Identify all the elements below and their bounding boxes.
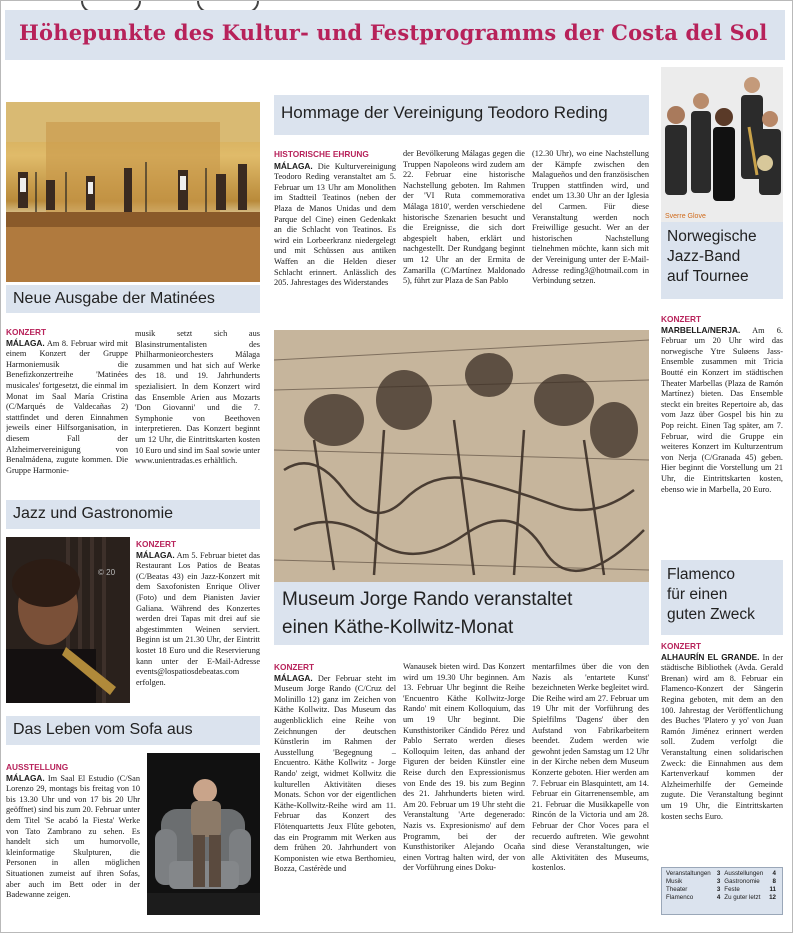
headline-box [661, 560, 783, 635]
headline-box [6, 285, 260, 313]
index-label: Theater [666, 886, 688, 893]
location: MÁLAGA. [274, 672, 313, 683]
article-text: In der städtische Bibliothek (Avda. Gerald Brenan) wird am 8. Februar ein Flamenco-Konzert der Sängerin Regina geboten, mit dem an den 100. Jahrestag der Veröffentlichung des Buches 'Platero y yo' von Juan Ramón Jiménez erinnert werden soll. Zudem verfolgt die Veranstaltung einen solidarischen Zweck: die Einnahmen aus dem Kartenverkauf kommen der Alzheimerhilfe der Gemeinde zugute. Die Veranstaltung beginnt um 19 Uhr, die Eintrittskarten kosten sechs Euro. [661, 652, 783, 821]
category-label: KONZERT [661, 641, 702, 651]
index-page: 4 [716, 894, 721, 901]
article-column [135, 329, 260, 487]
article-column [274, 149, 396, 321]
headline-box [274, 582, 649, 645]
category-label: AUSSTELLUNG [6, 762, 69, 772]
location: MÁLAGA. [6, 772, 45, 783]
index-page: 3 [716, 878, 721, 885]
article-text: Am 8. Februar wird mit einem Konzert der Gruppe Harmoniemusik die Benefizkonzertreihe 'Matinées musicales' fortgesetzt, die einmal im Monat im Saal María Cristina (C/Marqués de Valdecañas 2) stattfindet und deren Einnahmen jeweils einer Hilfsorganisation, in diesem Fall der Alzheimervereinigung von Benalmádena, zugute kommen. Die Gruppe Harmonie- [6, 338, 128, 475]
index-page: 3 [716, 886, 721, 893]
index-label: Flamenco [666, 894, 694, 901]
headline-box [661, 222, 783, 299]
index-label: Feste [724, 886, 740, 893]
index-label: Musik [666, 878, 683, 885]
concert-hall-photo [6, 102, 260, 282]
article-column [403, 149, 525, 321]
article-column [274, 662, 396, 920]
article-text: mentarfilmes über die von den Nazis als 'entartete Kunst' bezeichneten Werke begleitet wird. Die Reihe wird am 27. Februar um 19 Uhr mit der Vorführung des Spielfilms 'Dagens' über den Aufstand von Fabrikarbeitern beendet. Zudem werden wie gewohnt jeden Samstag um 12 Uhr in der Kirche neben dem Museum Konzerte geboten. Hier werden am 7. Februar ein Blasquintett, am 14. Februar ein Gitarrenensemble, am 21. Februar die Musikkapelle von Rincón de la Victoria und am 28. Februar der Chor Voces para el recuerdo auftreten. Wie gewohnt sind diese Veranstaltungen, wie alle Aktivitäten des Museums, kostenlos. [532, 662, 649, 873]
index-label: Zu guter letzt [724, 894, 761, 901]
article-column [661, 314, 783, 554]
index-label: Veranstaltungen [666, 870, 711, 877]
index-row [665, 894, 779, 902]
article-column [403, 662, 525, 920]
category-label: KONZERT [136, 539, 177, 549]
category-label: KONZERT [274, 662, 315, 672]
saxophonist-photo [6, 537, 130, 703]
page-title: Höhepunkte des Kultur- und Festprogramms der Costa del Sol [19, 20, 768, 45]
headline: Neue Ausgabe der Matinées [13, 290, 215, 307]
index-page: 12 [769, 894, 776, 901]
category-label: KONZERT [661, 314, 702, 324]
article-column [532, 662, 649, 920]
article-text: musik setzt sich aus Blasinstrumentalisten des Philharmonieorchesters Málaga zusammen und hat sich auf Werke des 18. und 19. Jahrhunderts spezialisiert. In dem Konzert wird das Ensemble Arien aus Mozarts 'Don Giovanni' und die 7. Symphonie von Beethoven interpretieren. Das Konzert beginnt um 12 Uhr, die Eintrittskarten kosten 10 Euro und sind im Saal sowie unter www.unientradas.es erhältlich. [135, 329, 260, 466]
index-page: 8 [772, 878, 776, 885]
section-index [661, 867, 783, 915]
article-text: Der Februar steht im Museum Jorge Rando (C/Cruz del Molinillo 12) ganz im Zeichen von Käthe Kollwitz. Das Museum das augenblicklich eine Reihe von Zeichnungen der deutschen Künstlerin im Rahmen der Ausstellung 'Begegnung – Encuentro. Käthe Kollwitz - Jorge Rando' zeigt, widmet Kollwitz die kulturellen Aktivitäten dieses Monats. Schon vor der eigentlichen Käthe-Kollwitz-Reihe wird am 11. Februar das Konzert des Flötenquartetts Jeux Flûte geboten, das ein Programm mit Werken aus dem frühen 20. Jahrhundert von Komponisten wie etwa Berthomieu, Bozza, Castérède und [274, 673, 396, 874]
index-page: 4 [772, 870, 776, 877]
article-column [6, 762, 140, 922]
article-text: Wanausek bieten wird. Das Konzert wird um 19.30 Uhr beginnen. Am 13. Februar Uhr beginnt die Reihe 'Encuentro Käthe Kollwitz-Jorge Rando' mit einem Kolloquium, das um 19 Uhr beginnt. Die Kunsthistoriker Cándido Pérez und Pablo Serrato werden dieses Kolloquim leiten, das anhand der Figuren der beiden Künstler eine Reise durch den Expressionismus von Ende des 19. bis zum Beginn des 21. Jahrhunderts bieten wird. Am 20. Februar um 19 Uhr steht die Veranstaltung 'Arte degenerado: Nazis vs. Expresionismo' auf dem Programm, bei der der Kunsthistoriker Alejando Ocaña einen Vortrag halten wird, der von der Vorführung eines Doku- [403, 662, 525, 873]
page-banner [5, 10, 785, 60]
location: ALHAURÍN EL GRANDE. [661, 651, 760, 662]
index-row [665, 870, 779, 878]
headline-line: guten Zweck [667, 606, 755, 623]
location: MARBELLA/NERJA. [661, 324, 741, 335]
headline-box [6, 716, 260, 745]
jazz-band-photo [661, 67, 783, 222]
index-page: 11 [769, 886, 776, 893]
index-row [665, 878, 779, 886]
kollwitz-drawing [274, 330, 649, 582]
index-label: Ausstellungen [724, 870, 764, 877]
category-label: HISTORISCHE EHRUNG [274, 149, 369, 159]
location: MÁLAGA. [274, 160, 313, 171]
headline-line: einen Käthe-Kollwitz-Monat [282, 617, 514, 638]
headline-line: Norwegische [667, 228, 757, 245]
headline-line: Museum Jorge Rando veranstaltet [282, 589, 573, 610]
article-column [6, 327, 128, 487]
headline-line: Flamenco [667, 566, 736, 583]
photo-caption: Sverre Glove [665, 213, 706, 220]
headline-box [6, 500, 260, 529]
svg-text:© 20: © 20 [98, 568, 116, 577]
sofa-sculpture-photo [147, 753, 260, 915]
article-column [136, 539, 260, 699]
article-text: der Bevölkerung Málagas gegen die Truppen Napoleons wird zudem am 22. Februar eine historische Nachstellung geboten. Im Rahmen der 'VI Ruta commemorativa Málaga 1810', werden verschiedene historische Szenarien besucht und die Ereignisse, die sich dort abgespielt haben, erklärt und nachgestellt. Der Rundgang beginnt um 12 Uhr an der Ermita de Zamarilla (C/Martínez Maldonado 5), führt zur Plaza de San Pablo [403, 149, 525, 286]
headline-box [274, 95, 649, 135]
article-column [532, 149, 649, 321]
index-page: 3 [716, 870, 721, 877]
location: MÁLAGA. [136, 549, 175, 560]
article-text: Am 6. Februar um 20 Uhr wird das norwegische Ytre Suløens Jass-Ensemble zusammen mit Tricia Boutté ein Konzert im städtischen Theater Marbellas (Plaza de Ramón Martínez) bieten. Das Ensemble steckt ein breites Repertoire ab, das vom Jazz über Gospel bis hin zu Pop reicht. Einen Tag später, am 7. Februar, wird die Gruppe ein weiteres Konzert im Kulturzentrum von Nerja (C/Granada 45) geben. Hier beginnt die Vorstellung um 21 Uhr, die Eintrittskarten kosten, ebenso wie in Marbella, 20 Euro. [661, 325, 783, 494]
headline: Das Leben vom Sofa aus [13, 721, 193, 738]
index-row [665, 886, 779, 894]
category-label: KONZERT [6, 327, 47, 337]
headline-line: Jazz-Band [667, 248, 741, 265]
article-column [661, 641, 783, 863]
article-text: Am 5. Februar bietet das Restaurant Los Patios de Beatas (C/Beatas 43) ein Jazz-Konzert mit dem Saxofonisten Enrique Oliver (Foto) und dem Pianisten Javier Galiana. Während des Konzertes werden drei Tapas mit drei auf sie abgestimmten Weinen serviert. Beginn ist um 21.30 Uhr, der Eintritt kostet 18 Euro und die Reservierung kann unter der E-Mail-Adresse events@lospatiosdebeatas.com erfolgen. [136, 550, 260, 687]
article-text: Im Saal El Estudio (C/San Lorenzo 29, montags bis freitag von 10 bis 13.30 Uhr und von 17 bis 20 Uhr geöffnet) sind bis zum 20. Februar unter dem Titel 'Se acabó la Fiesta' Werke von Tato Zambrano zu sehen. Es handelt sich um humorvolle, kleinformatige Skulpturen, die Personen in allen möglichen Situationen zumeist auf ihren Sofas, aber auch im Bett oder in der Badewanne zeigen. [6, 773, 140, 900]
article-text: Die Kulturvereinigung Teodoro Reding veranstaltet am 5. Februar um 13 Uhr am Monolithen im Stadtteil Teatinos (neben der Plaza de Manos Unidas und dem Parque del Cine) einen Gedenkakt an die Schlacht von Teatinos. Es wird ein Lorbeerkranz niedergelegt und mit Schüssen aus antiken Waffen an die Helden dieser Schlacht erinnert. Anlässlich des 205. Jahrestages des Widerstandes [274, 161, 396, 288]
headline: Jazz und Gastronomie [13, 505, 174, 522]
headline-line: auf Tournee [667, 268, 749, 285]
headline: Hommage der Vereinigung Teodoro Reding [281, 103, 608, 122]
headline-line: für einen [667, 586, 728, 603]
article-text: (12.30 Uhr), wo eine Nachstellung der Kämpfe zwischen den Malagueños und den französischen Truppen stattfinden wird, und endet um 13.30 Uhr an der Iglesia del Carmen. Für diese Veranstaltung werden noch Freiwillige gesucht. Wer an der historischen Nachstellung tielnehmen möchte, kann sich mit der Vereinigung unter der E-Mail-Adresse reding3@hotmail.com in Verbindung setzen. [532, 149, 649, 286]
index-label: Gastronomie [724, 878, 760, 885]
location: MÁLAGA. [6, 337, 45, 348]
